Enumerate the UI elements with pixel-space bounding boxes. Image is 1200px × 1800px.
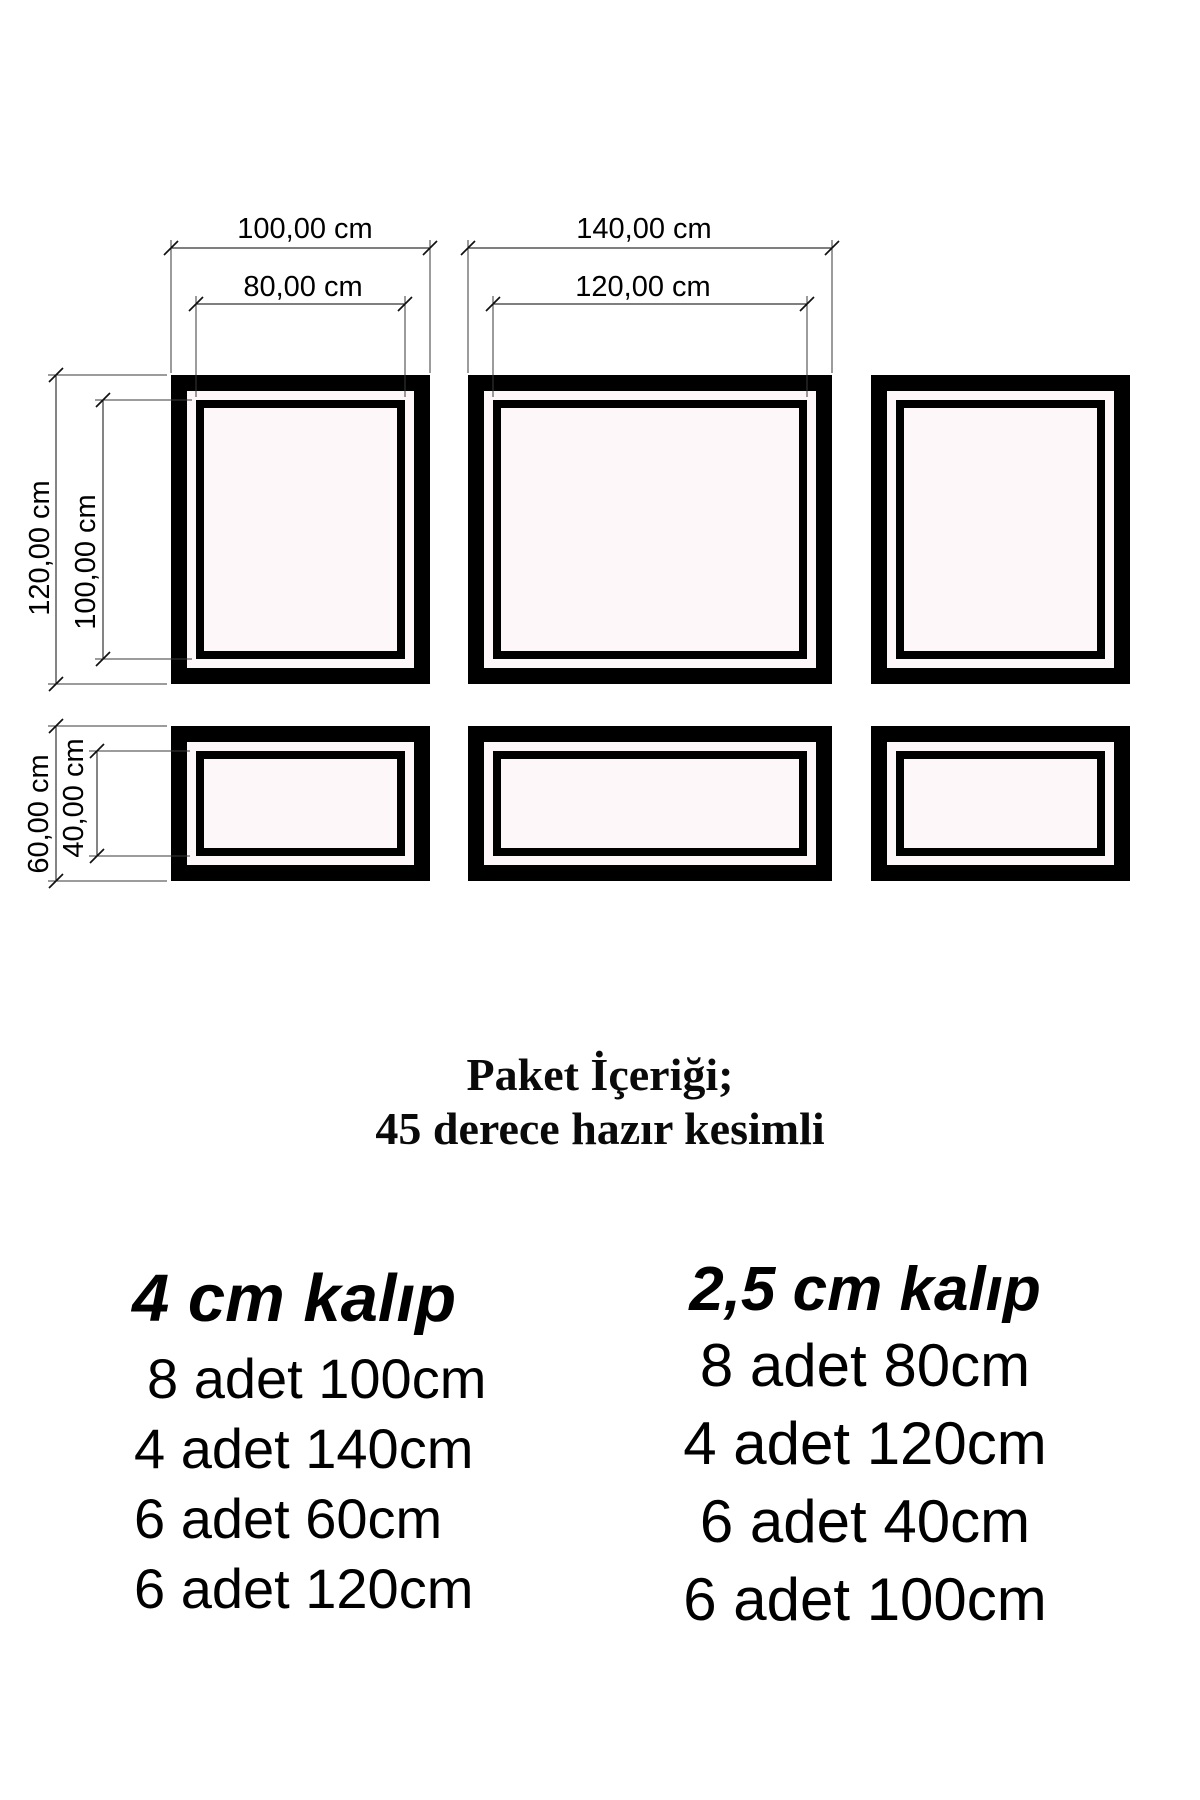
frame-bottom-middle [468,726,832,881]
list-item: 6 adet 100cm [683,1566,1047,1633]
frame-inner-panel [904,759,1097,848]
list-item: 4 adet 140cm [134,1417,474,1480]
package-heading [0,1048,1200,1156]
list-item: 6 adet 60cm [134,1487,443,1550]
frame-top-right [871,375,1130,684]
list-item: 4 adet 120cm [683,1410,1047,1477]
dim-label-frame1-inner-width: 80,00 cm [243,271,363,303]
frame-bottom-left [171,726,430,881]
dim-label-row1-inner-height: 100,00 cm [70,494,102,630]
dim-label-row1-outer-height: 120,00 cm [24,480,56,616]
list-item: 6 adet 40cm [699,1488,1031,1555]
frame-inner-panel [204,408,397,651]
extension-lines [468,240,832,373]
column-4cm-title: 4 cm kalıp [132,1261,457,1336]
dim-label-frame2-inner-width: 120,00 cm [575,271,711,303]
dim-row2-outer-height [23,719,167,888]
frame-top-left [171,375,430,684]
frame-inner-panel [501,408,799,651]
column-4cm-kalip [134,1262,486,1624]
dim-label-row2-inner-height: 40,00 cm [58,738,90,858]
package-heading-line1: Paket İçeriği; [466,1049,734,1100]
column-4cm-items [134,1344,486,1624]
frame-inner-panel [204,759,397,848]
dim-label-frame2-outer-width: 140,00 cm [576,213,712,245]
list-item: 8 adet 100cm [147,1347,487,1410]
dim-label-frame1-outer-width: 100,00 cm [237,213,373,245]
dim-label-row2-outer-height: 60,00 cm [23,754,55,874]
frame-bottom-right [871,726,1130,881]
frame-inner-panel [501,759,799,848]
column-2-5cm-items [665,1327,1065,1639]
dim-row2-inner-height [58,738,190,863]
column-2-5cm-title: 2,5 cm kalıp [689,1255,1041,1324]
frame-inner-panel [904,408,1097,651]
extension-lines [171,240,430,373]
list-item: 6 adet 120cm [134,1557,474,1620]
frame-top-middle [468,375,832,684]
list-item: 8 adet 80cm [699,1332,1031,1399]
extension-lines [48,375,167,684]
package-heading-line2: 45 derece hazır kesimli [375,1103,825,1154]
column-2-5cm-kalip [665,1256,1065,1639]
